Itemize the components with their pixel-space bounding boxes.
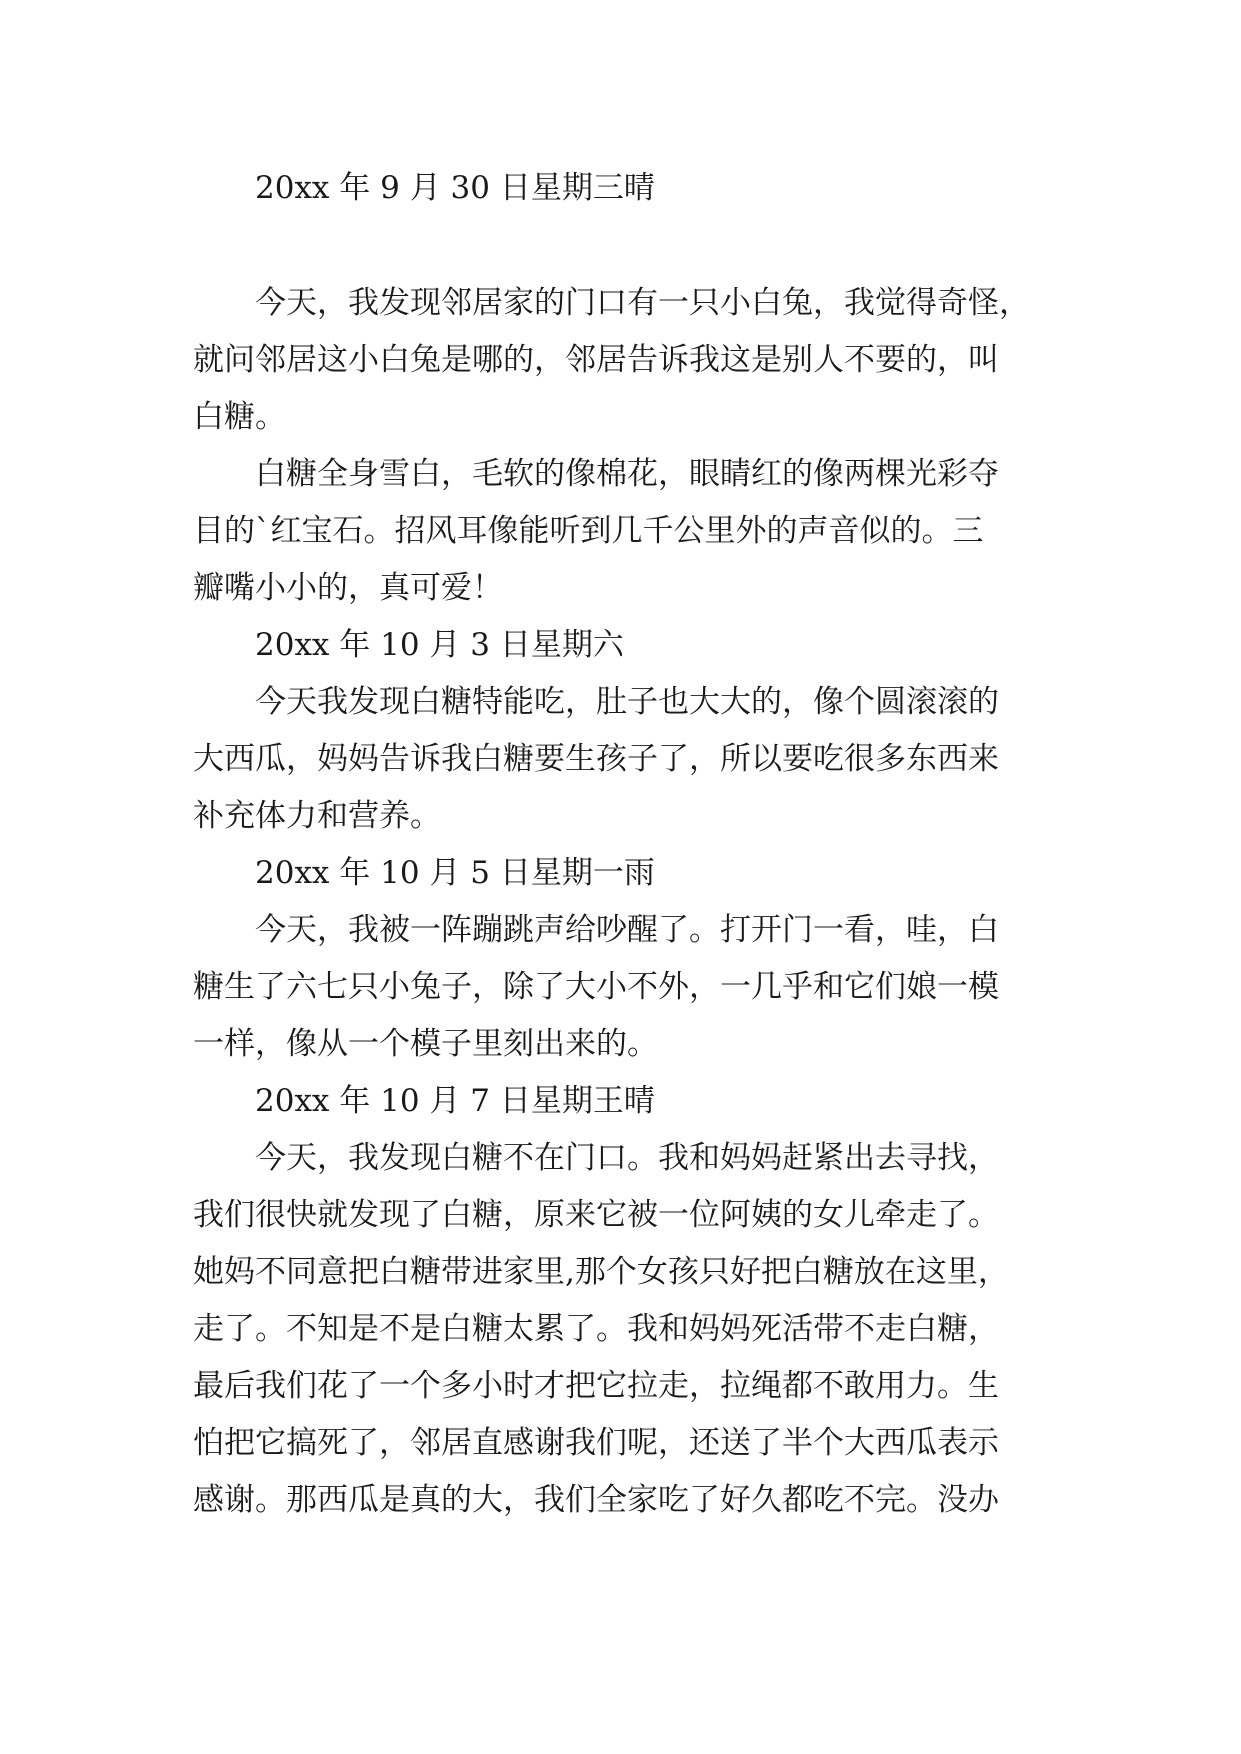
diary-date-heading: 20xx 年 10 月 7 日星期王晴 (255, 1083, 655, 1119)
paragraph-line: 白糖全身雪白，毛软的像棉花，眼睛红的像两棵光彩夺 (255, 456, 999, 492)
paragraph-line: 糖生了六七只小兔子，除了大小不外，一几乎和它们娘一模 (193, 969, 999, 1005)
paragraph-line: 今天我发现白糖特能吃，肚子也大大的，像个圆滚滚的 (255, 684, 999, 720)
diary-date-heading: 20xx 年 9 月 30 日星期三晴 (255, 170, 655, 206)
paragraph-line: 今天，我被一阵蹦跳声给吵醒了。打开门一看，哇，白 (255, 912, 999, 948)
blank-line (193, 217, 1073, 275)
paragraph-line: 走了。不知是不是白糖太累了。我和妈妈死活带不走白糖， (193, 1311, 999, 1347)
paragraph-line: 补充体力和营养。 (193, 798, 441, 834)
paragraph-line: 大西瓜，妈妈告诉我白糖要生孩子了，所以要吃很多东西来 (193, 741, 999, 777)
paragraph-line: 就问邻居这小白兔是哪的，邻居告诉我这是别人不要的，叫 (193, 342, 999, 378)
diary-body (193, 160, 1073, 1529)
paragraph-line: 目的`红宝石。招风耳像能听到几千公里外的声音似的。三 (193, 513, 984, 549)
paragraph-line: 今天，我发现白糖不在门口。我和妈妈赶紧出去寻找， (255, 1140, 999, 1176)
paragraph-line: 瓣嘴小小的，真可爱！ (193, 570, 503, 606)
diary-date-heading: 20xx 年 10 月 5 日星期一雨 (255, 855, 655, 891)
diary-date-heading: 20xx 年 10 月 3 日星期六 (255, 627, 624, 663)
paragraph-line: 感谢。那西瓜是真的大，我们全家吃了好久都吃不完。没办 (193, 1482, 999, 1518)
paragraph-line: 她妈不同意把白糖带进家里,那个女孩只好把白糖放在这里， (193, 1254, 1009, 1290)
paragraph-line: 我们很快就发现了白糖，原来它被一位阿姨的女儿牵走了。 (193, 1197, 999, 1233)
paragraph-line: 最后我们花了一个多小时才把它拉走，拉绳都不敢用力。生 (193, 1368, 999, 1404)
paragraph-line: 一样，像从一个模子里刻出来的。 (193, 1026, 658, 1062)
paragraph-line: 今天，我发现邻居家的门口有一只小白兔，我觉得奇怪， (255, 285, 1030, 321)
paragraph-line: 怕把它搞死了，邻居直感谢我们呢，还送了半个大西瓜表示 (193, 1425, 999, 1461)
paragraph-line: 白糖。 (193, 399, 286, 435)
